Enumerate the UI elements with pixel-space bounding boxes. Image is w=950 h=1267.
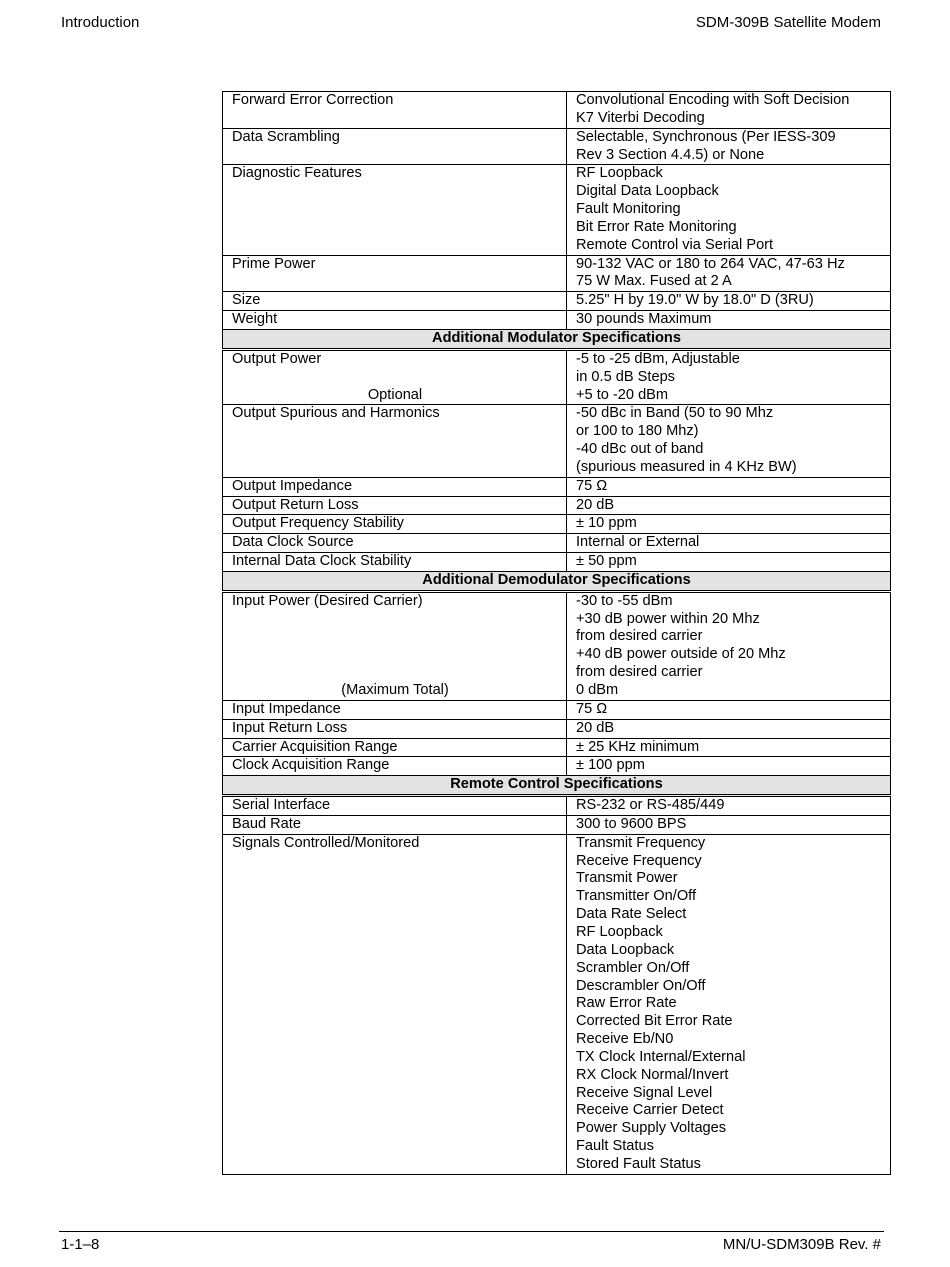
section-title: Remote Control Specifications: [223, 776, 891, 796]
spec-value-line: Raw Error Rate: [576, 995, 677, 1012]
spec-param: Diagnostic Features: [223, 165, 567, 255]
spec-value-line: 75 Ω: [576, 477, 608, 494]
spec-value-line: 0 dBm: [576, 682, 619, 698]
spec-param: [223, 591, 567, 700]
spec-value-line: -50 dBc in Band (50 to 90 Mhz: [576, 405, 774, 422]
spec-param: Data Clock Source: [223, 534, 567, 553]
spec-param: Output Return Loss: [223, 496, 567, 515]
footer-document-id: MN/U-SDM309B Rev. #: [722, 1236, 881, 1253]
spec-value-line: Receive Carrier Detect: [576, 1102, 724, 1119]
spec-value-line: 20 dB: [576, 719, 615, 736]
spec-value-line: Power Supply Voltages: [576, 1120, 727, 1137]
spec-value-line: ± 10 ppm: [576, 515, 637, 532]
spec-row-spurious: [223, 405, 891, 477]
spec-row-scrambling: [223, 128, 891, 165]
spec-value-line: TX Clock Internal/External: [576, 1048, 746, 1065]
spec-value: [567, 738, 891, 757]
spacer: [232, 646, 558, 664]
spec-value-line: RX Clock Normal/Invert: [576, 1066, 729, 1083]
spec-value-line: ± 25 KHz minimum: [576, 738, 700, 755]
spec-param: Baud Rate: [223, 815, 567, 834]
spec-row-clock-stability: [223, 553, 891, 572]
spec-param: Output Frequency Stability: [223, 515, 567, 534]
spec-value-line: -5 to -25 dBm, Adjustable: [576, 350, 740, 367]
spec-value-line: K7 Viterbi Decoding: [576, 109, 705, 126]
spec-value-line: Receive Frequency: [576, 852, 702, 869]
spec-value-line: Corrected Bit Error Rate: [576, 1013, 733, 1030]
spec-value-line: from desired carrier: [576, 664, 703, 681]
spec-value-line: RF Loopback: [576, 165, 663, 182]
spec-value: [567, 477, 891, 496]
spec-row-carrier-acquisition: [223, 738, 891, 757]
spec-value-line: Receive Eb/N0: [576, 1031, 674, 1048]
spec-param: Internal Data Clock Stability: [223, 553, 567, 572]
spec-value-line: Convolutional Encoding with Soft Decision: [576, 92, 850, 108]
spec-value-line: in 0.5 dB Steps: [576, 368, 675, 385]
spec-row-clock-acquisition: [223, 757, 891, 776]
spec-value-line: +40 dB power outside of 20 Mhz: [576, 646, 786, 663]
spec-row-frequency-stability: [223, 515, 891, 534]
spec-value-line: 75 Ω: [576, 700, 608, 717]
spec-value-line: 75 W Max. Fused at 2 A: [576, 273, 732, 290]
spec-value: [567, 553, 891, 572]
spec-value: [567, 349, 891, 405]
spec-value-line: (spurious measured in 4 KHz BW): [576, 458, 797, 475]
spec-value-line: RS-232 or RS-485/449: [576, 797, 725, 814]
spec-param: Weight: [223, 311, 567, 330]
spec-row-prime-power: [223, 255, 891, 292]
spec-row-baud-rate: [223, 815, 891, 834]
spec-value-line: 5.25" H by 19.0" W by 18.0" D (3RU): [576, 292, 814, 309]
spec-param: Prime Power: [223, 255, 567, 292]
spec-value-line: Scrambler On/Off: [576, 959, 690, 976]
header-document-title: SDM-309B Satellite Modem: [695, 14, 881, 31]
spec-row-diagnostic: [223, 165, 891, 255]
spacer: [232, 664, 558, 682]
spec-param: [223, 349, 567, 405]
spec-param: Input Return Loss: [223, 719, 567, 738]
spec-value: [567, 255, 891, 292]
spacer: [232, 628, 558, 646]
spec-value: [567, 796, 891, 816]
spec-row-input-return-loss: [223, 719, 891, 738]
spec-row-output-return-loss: [223, 496, 891, 515]
section-title: Additional Demodulator Specifications: [223, 571, 891, 591]
spec-value: [567, 700, 891, 719]
spec-value: [567, 165, 891, 255]
spec-param: Forward Error Correction: [223, 92, 567, 129]
spec-param: Output Spurious and Harmonics: [223, 405, 567, 477]
spec-value: [567, 719, 891, 738]
spec-value-line: -30 to -55 dBm: [576, 592, 673, 609]
spec-value-line: Stored Fault Status: [576, 1155, 701, 1172]
section-header-modulator: [223, 329, 891, 349]
spec-value-line: Transmitter On/Off: [576, 888, 697, 905]
spec-row-weight: [223, 311, 891, 330]
spec-param: Signals Controlled/Monitored: [223, 834, 567, 1174]
spec-value-line: Bit Error Rate Monitoring: [576, 218, 737, 235]
spec-value-line: 300 to 9600 BPS: [576, 815, 687, 832]
spec-value: [567, 92, 891, 129]
spec-value: [567, 834, 891, 1174]
spec-value: [567, 591, 891, 700]
specifications-table: [222, 91, 891, 1175]
header-section-title: Introduction: [61, 14, 140, 31]
spec-row-serial-interface: [223, 796, 891, 816]
spec-value-line: Transmit Power: [576, 870, 678, 887]
spacer: [232, 369, 558, 387]
spec-value-line: or 100 to 180 Mhz): [576, 423, 699, 440]
spec-row-output-power: [223, 349, 891, 405]
spec-value-line: +30 dB power within 20 Mhz: [576, 610, 760, 627]
spec-value-line: Transmit Frequency: [576, 834, 706, 851]
spec-value-line: Selectable, Synchronous (Per IESS-309: [576, 128, 836, 145]
spec-param-sublabel: Optional: [367, 386, 423, 403]
spec-param: Output Impedance: [223, 477, 567, 496]
footer-page-number: 1-1–8: [61, 1236, 100, 1253]
spec-value-line: -40 dBc out of band: [576, 441, 704, 458]
spec-value-line: +5 to -20 dBm: [576, 386, 669, 403]
spec-row-signals: [223, 834, 891, 1174]
spec-value-line: Fault Monitoring: [576, 201, 681, 218]
spec-row-input-power: [223, 591, 891, 700]
section-title: Additional Modulator Specifications: [223, 329, 891, 349]
spec-value: [567, 405, 891, 477]
spec-value-line: Fault Status: [576, 1138, 654, 1155]
spec-row-size: [223, 292, 891, 311]
spec-row-output-impedance: [223, 477, 891, 496]
section-header-remote-control: [223, 776, 891, 796]
spec-row-clock-source: [223, 534, 891, 553]
spacer: [232, 611, 558, 629]
spec-value-line: Digital Data Loopback: [576, 183, 719, 200]
footer-divider: [59, 1231, 884, 1232]
spec-param-label: Input Power (Desired Carrier): [232, 592, 423, 609]
spec-value-line: Internal or External: [576, 534, 700, 551]
spec-value: [567, 128, 891, 165]
spec-value-line: Receive Signal Level: [576, 1084, 713, 1101]
spec-value: [567, 292, 891, 311]
spec-value: [567, 534, 891, 553]
spec-value-line: 20 dB: [576, 496, 615, 513]
spec-row-input-impedance: [223, 700, 891, 719]
spec-value: [567, 757, 891, 776]
spec-value-line: Remote Control via Serial Port: [576, 236, 774, 253]
spec-param: Data Scrambling: [223, 128, 567, 165]
spec-value-line: Data Rate Select: [576, 906, 687, 923]
spec-value-line: Data Loopback: [576, 941, 675, 958]
spec-param: Input Impedance: [223, 700, 567, 719]
spec-value-line: Rev 3 Section 4.4.5) or None: [576, 146, 765, 163]
spec-value: [567, 496, 891, 515]
spec-value-line: ± 100 ppm: [576, 757, 645, 774]
spec-param: Size: [223, 292, 567, 311]
spec-value-line: RF Loopback: [576, 923, 663, 940]
spec-value: [567, 815, 891, 834]
spec-value-line: from desired carrier: [576, 628, 703, 645]
spec-value-line: 90-132 VAC or 180 to 264 VAC, 47-63 Hz: [576, 255, 845, 272]
spec-param: Carrier Acquisition Range: [223, 738, 567, 757]
spec-param-sublabel: (Maximum Total): [341, 682, 449, 698]
spec-value: [567, 515, 891, 534]
spec-value: [567, 311, 891, 330]
spec-param-label: Output Power: [232, 350, 322, 367]
spec-param: Clock Acquisition Range: [223, 757, 567, 776]
spec-param: Serial Interface: [223, 796, 567, 816]
spec-row-fec: [223, 92, 891, 129]
spec-value-line: 30 pounds Maximum: [576, 311, 712, 328]
section-header-demodulator: [223, 571, 891, 591]
spec-value-line: ± 50 ppm: [576, 553, 637, 570]
spec-value-line: Descrambler On/Off: [576, 977, 706, 994]
